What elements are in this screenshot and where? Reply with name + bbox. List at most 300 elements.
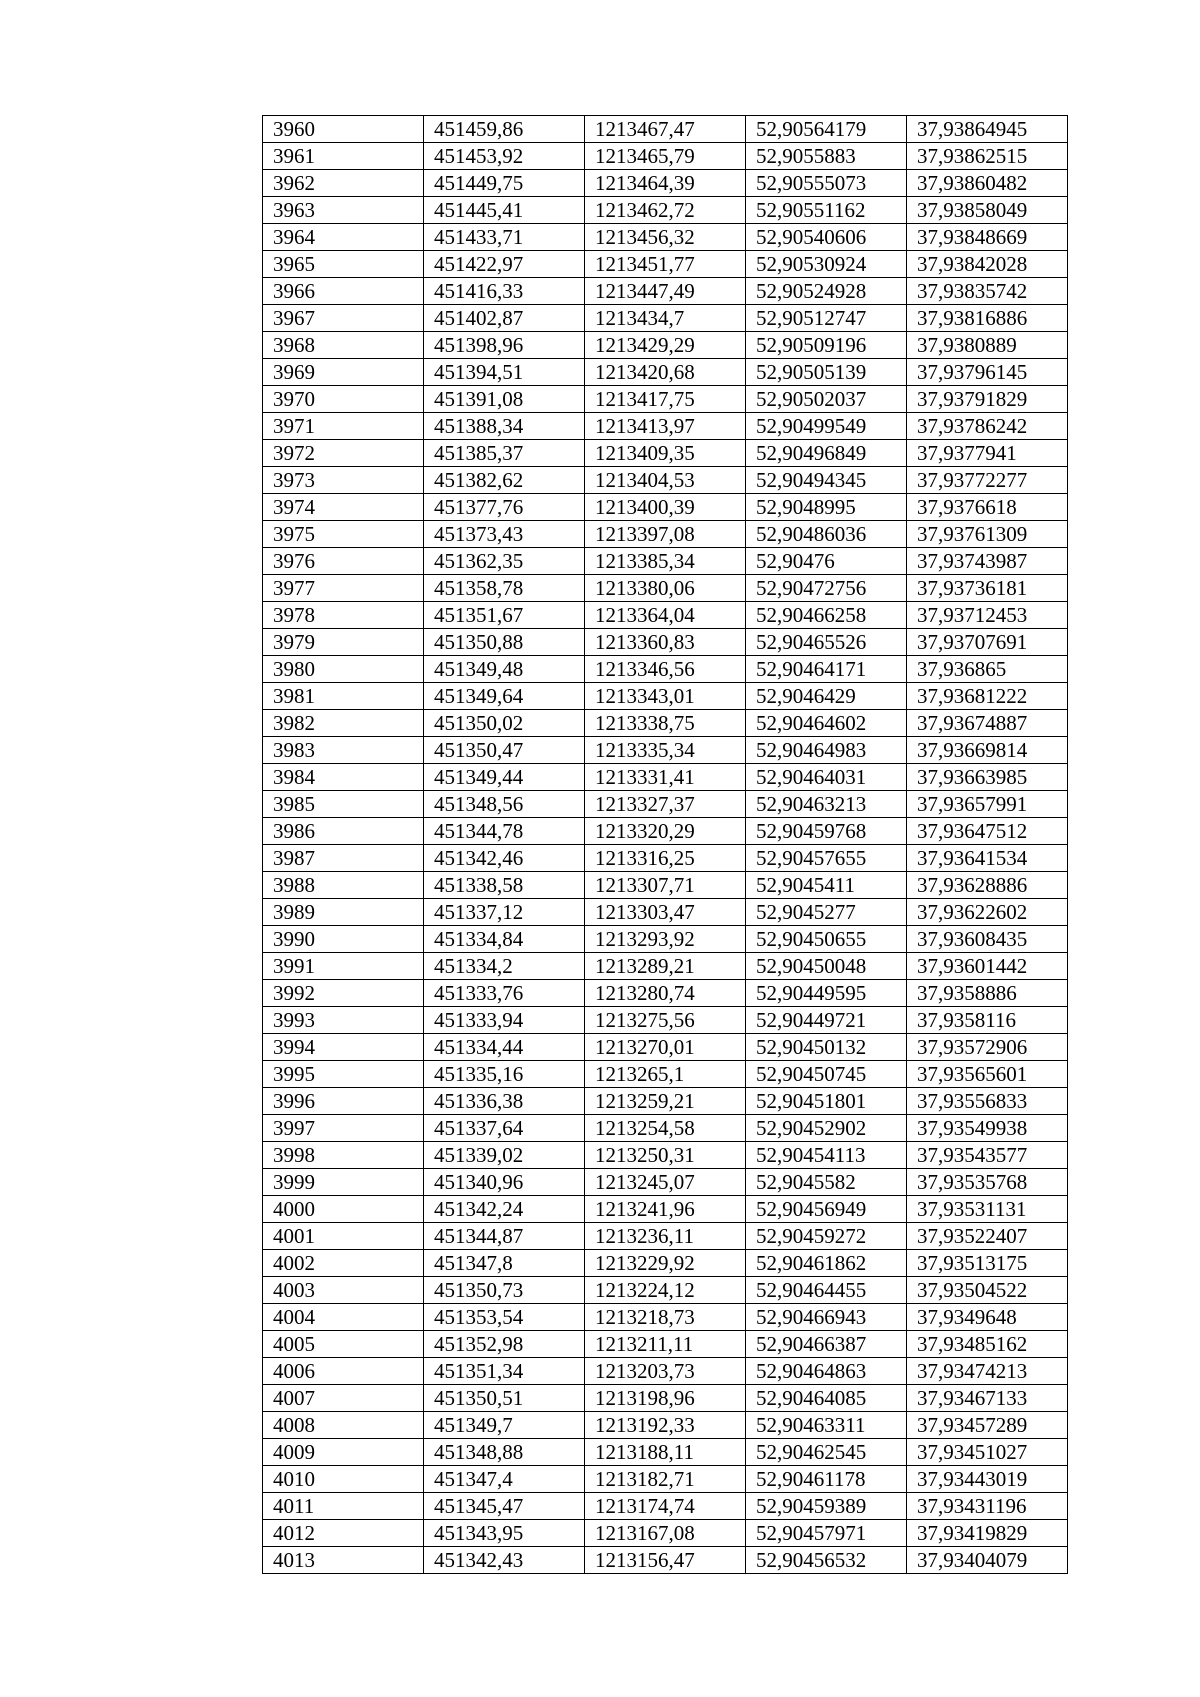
x-coordinate-cell: 451459,86	[424, 116, 585, 143]
x-coordinate-cell: 451340,96	[424, 1169, 585, 1196]
x-coordinate-cell: 451338,58	[424, 872, 585, 899]
longitude-cell: 37,93404079	[907, 1547, 1068, 1574]
longitude-cell: 37,93513175	[907, 1250, 1068, 1277]
longitude-cell: 37,9377941	[907, 440, 1068, 467]
point-number-cell: 3972	[263, 440, 424, 467]
longitude-cell: 37,93707691	[907, 629, 1068, 656]
longitude-cell: 37,93485162	[907, 1331, 1068, 1358]
longitude-cell: 37,93842028	[907, 251, 1068, 278]
y-coordinate-cell: 1213250,31	[585, 1142, 746, 1169]
x-coordinate-cell: 451337,64	[424, 1115, 585, 1142]
table-row	[263, 494, 1068, 521]
x-coordinate-cell: 451334,44	[424, 1034, 585, 1061]
y-coordinate-cell: 1213265,1	[585, 1061, 746, 1088]
table-row	[263, 116, 1068, 143]
table-row	[263, 224, 1068, 251]
latitude-cell: 52,9055883	[746, 143, 907, 170]
point-number-cell: 3996	[263, 1088, 424, 1115]
y-coordinate-cell: 1213464,39	[585, 170, 746, 197]
y-coordinate-cell: 1213331,41	[585, 764, 746, 791]
longitude-cell: 37,93743987	[907, 548, 1068, 575]
x-coordinate-cell: 451345,47	[424, 1493, 585, 1520]
y-coordinate-cell: 1213447,49	[585, 278, 746, 305]
y-coordinate-cell: 1213167,08	[585, 1520, 746, 1547]
y-coordinate-cell: 1213289,21	[585, 953, 746, 980]
x-coordinate-cell: 451385,37	[424, 440, 585, 467]
point-number-cell: 3978	[263, 602, 424, 629]
table-row	[263, 656, 1068, 683]
table-row	[263, 1466, 1068, 1493]
point-number-cell: 4002	[263, 1250, 424, 1277]
latitude-cell: 52,90464602	[746, 710, 907, 737]
coordinates-table-body	[263, 116, 1068, 1574]
x-coordinate-cell: 451352,98	[424, 1331, 585, 1358]
point-number-cell: 3990	[263, 926, 424, 953]
latitude-cell: 52,90454113	[746, 1142, 907, 1169]
table-row	[263, 1007, 1068, 1034]
point-number-cell: 4000	[263, 1196, 424, 1223]
x-coordinate-cell: 451391,08	[424, 386, 585, 413]
table-row	[263, 953, 1068, 980]
x-coordinate-cell: 451362,35	[424, 548, 585, 575]
point-number-cell: 4005	[263, 1331, 424, 1358]
latitude-cell: 52,90465526	[746, 629, 907, 656]
table-row	[263, 413, 1068, 440]
x-coordinate-cell: 451388,34	[424, 413, 585, 440]
latitude-cell: 52,90551162	[746, 197, 907, 224]
table-row	[263, 818, 1068, 845]
latitude-cell: 52,90457655	[746, 845, 907, 872]
table-row	[263, 1196, 1068, 1223]
latitude-cell: 52,90505139	[746, 359, 907, 386]
y-coordinate-cell: 1213224,12	[585, 1277, 746, 1304]
longitude-cell: 37,93674887	[907, 710, 1068, 737]
point-number-cell: 3995	[263, 1061, 424, 1088]
longitude-cell: 37,93641534	[907, 845, 1068, 872]
y-coordinate-cell: 1213254,58	[585, 1115, 746, 1142]
point-number-cell: 3979	[263, 629, 424, 656]
table-row	[263, 359, 1068, 386]
point-number-cell: 3974	[263, 494, 424, 521]
x-coordinate-cell: 451373,43	[424, 521, 585, 548]
point-number-cell: 4011	[263, 1493, 424, 1520]
point-number-cell: 3999	[263, 1169, 424, 1196]
table-row	[263, 305, 1068, 332]
table-row	[263, 467, 1068, 494]
y-coordinate-cell: 1213417,75	[585, 386, 746, 413]
point-number-cell: 3970	[263, 386, 424, 413]
y-coordinate-cell: 1213420,68	[585, 359, 746, 386]
x-coordinate-cell: 451416,33	[424, 278, 585, 305]
x-coordinate-cell: 451449,75	[424, 170, 585, 197]
y-coordinate-cell: 1213198,96	[585, 1385, 746, 1412]
y-coordinate-cell: 1213229,92	[585, 1250, 746, 1277]
table-row	[263, 440, 1068, 467]
latitude-cell: 52,90450048	[746, 953, 907, 980]
latitude-cell: 52,90456949	[746, 1196, 907, 1223]
y-coordinate-cell: 1213218,73	[585, 1304, 746, 1331]
table-row	[263, 683, 1068, 710]
table-row	[263, 1493, 1068, 1520]
latitude-cell: 52,90524928	[746, 278, 907, 305]
table-row	[263, 575, 1068, 602]
x-coordinate-cell: 451351,67	[424, 602, 585, 629]
longitude-cell: 37,93504522	[907, 1277, 1068, 1304]
longitude-cell: 37,9376618	[907, 494, 1068, 521]
point-number-cell: 4007	[263, 1385, 424, 1412]
y-coordinate-cell: 1213400,39	[585, 494, 746, 521]
latitude-cell: 52,90452902	[746, 1115, 907, 1142]
longitude-cell: 37,93712453	[907, 602, 1068, 629]
longitude-cell: 37,93556833	[907, 1088, 1068, 1115]
y-coordinate-cell: 1213203,73	[585, 1358, 746, 1385]
latitude-cell: 52,90463311	[746, 1412, 907, 1439]
y-coordinate-cell: 1213156,47	[585, 1547, 746, 1574]
y-coordinate-cell: 1213211,11	[585, 1331, 746, 1358]
longitude-cell: 37,93864945	[907, 116, 1068, 143]
point-number-cell: 3998	[263, 1142, 424, 1169]
y-coordinate-cell: 1213429,29	[585, 332, 746, 359]
x-coordinate-cell: 451348,56	[424, 791, 585, 818]
latitude-cell: 52,90512747	[746, 305, 907, 332]
x-coordinate-cell: 451382,62	[424, 467, 585, 494]
point-number-cell: 4009	[263, 1439, 424, 1466]
latitude-cell: 52,9046429	[746, 683, 907, 710]
y-coordinate-cell: 1213380,06	[585, 575, 746, 602]
longitude-cell: 37,93608435	[907, 926, 1068, 953]
longitude-cell: 37,93431196	[907, 1493, 1068, 1520]
latitude-cell: 52,90464983	[746, 737, 907, 764]
x-coordinate-cell: 451343,95	[424, 1520, 585, 1547]
x-coordinate-cell: 451377,76	[424, 494, 585, 521]
x-coordinate-cell: 451336,38	[424, 1088, 585, 1115]
longitude-cell: 37,93647512	[907, 818, 1068, 845]
longitude-cell: 37,93858049	[907, 197, 1068, 224]
longitude-cell: 37,93549938	[907, 1115, 1068, 1142]
table-row	[263, 332, 1068, 359]
y-coordinate-cell: 1213270,01	[585, 1034, 746, 1061]
x-coordinate-cell: 451358,78	[424, 575, 585, 602]
table-row	[263, 1547, 1068, 1574]
longitude-cell: 37,93522407	[907, 1223, 1068, 1250]
table-row	[263, 1034, 1068, 1061]
longitude-cell: 37,9358886	[907, 980, 1068, 1007]
latitude-cell: 52,90463213	[746, 791, 907, 818]
y-coordinate-cell: 1213303,47	[585, 899, 746, 926]
y-coordinate-cell: 1213360,83	[585, 629, 746, 656]
y-coordinate-cell: 1213320,29	[585, 818, 746, 845]
longitude-cell: 37,93862515	[907, 143, 1068, 170]
table-row	[263, 1061, 1068, 1088]
table-row	[263, 1088, 1068, 1115]
latitude-cell: 52,90459389	[746, 1493, 907, 1520]
y-coordinate-cell: 1213316,25	[585, 845, 746, 872]
table-row	[263, 386, 1068, 413]
table-row	[263, 737, 1068, 764]
y-coordinate-cell: 1213275,56	[585, 1007, 746, 1034]
latitude-cell: 52,90464455	[746, 1277, 907, 1304]
longitude-cell: 37,93628886	[907, 872, 1068, 899]
latitude-cell: 52,90464031	[746, 764, 907, 791]
latitude-cell: 52,90459272	[746, 1223, 907, 1250]
x-coordinate-cell: 451402,87	[424, 305, 585, 332]
x-coordinate-cell: 451350,73	[424, 1277, 585, 1304]
x-coordinate-cell: 451348,88	[424, 1439, 585, 1466]
table-row	[263, 1223, 1068, 1250]
x-coordinate-cell: 451351,34	[424, 1358, 585, 1385]
x-coordinate-cell: 451394,51	[424, 359, 585, 386]
longitude-cell: 37,93835742	[907, 278, 1068, 305]
longitude-cell: 37,93474213	[907, 1358, 1068, 1385]
table-row	[263, 1439, 1068, 1466]
x-coordinate-cell: 451334,84	[424, 926, 585, 953]
longitude-cell: 37,93761309	[907, 521, 1068, 548]
table-row	[263, 170, 1068, 197]
y-coordinate-cell: 1213364,04	[585, 602, 746, 629]
table-row	[263, 251, 1068, 278]
y-coordinate-cell: 1213245,07	[585, 1169, 746, 1196]
point-number-cell: 3976	[263, 548, 424, 575]
table-row	[263, 1250, 1068, 1277]
y-coordinate-cell: 1213343,01	[585, 683, 746, 710]
latitude-cell: 52,9045277	[746, 899, 907, 926]
point-number-cell: 3962	[263, 170, 424, 197]
x-coordinate-cell: 451334,2	[424, 953, 585, 980]
y-coordinate-cell: 1213182,71	[585, 1466, 746, 1493]
latitude-cell: 52,90555073	[746, 170, 907, 197]
longitude-cell: 37,93786242	[907, 413, 1068, 440]
x-coordinate-cell: 451349,48	[424, 656, 585, 683]
coordinates-table	[262, 115, 1068, 1574]
x-coordinate-cell: 451337,12	[424, 899, 585, 926]
y-coordinate-cell: 1213192,33	[585, 1412, 746, 1439]
y-coordinate-cell: 1213451,77	[585, 251, 746, 278]
latitude-cell: 52,9048995	[746, 494, 907, 521]
y-coordinate-cell: 1213293,92	[585, 926, 746, 953]
point-number-cell: 3985	[263, 791, 424, 818]
latitude-cell: 52,90449721	[746, 1007, 907, 1034]
point-number-cell: 3977	[263, 575, 424, 602]
latitude-cell: 52,90451801	[746, 1088, 907, 1115]
longitude-cell: 37,93736181	[907, 575, 1068, 602]
table-row	[263, 1142, 1068, 1169]
longitude-cell: 37,93443019	[907, 1466, 1068, 1493]
latitude-cell: 52,90457971	[746, 1520, 907, 1547]
longitude-cell: 37,93657991	[907, 791, 1068, 818]
point-number-cell: 4003	[263, 1277, 424, 1304]
longitude-cell: 37,93772277	[907, 467, 1068, 494]
point-number-cell: 3992	[263, 980, 424, 1007]
x-coordinate-cell: 451349,44	[424, 764, 585, 791]
latitude-cell: 52,90464863	[746, 1358, 907, 1385]
longitude-cell: 37,93457289	[907, 1412, 1068, 1439]
latitude-cell: 52,90456532	[746, 1547, 907, 1574]
point-number-cell: 4004	[263, 1304, 424, 1331]
latitude-cell: 52,90464171	[746, 656, 907, 683]
point-number-cell: 3983	[263, 737, 424, 764]
y-coordinate-cell: 1213259,21	[585, 1088, 746, 1115]
latitude-cell: 52,90564179	[746, 116, 907, 143]
point-number-cell: 3993	[263, 1007, 424, 1034]
longitude-cell: 37,93848669	[907, 224, 1068, 251]
table-row	[263, 710, 1068, 737]
x-coordinate-cell: 451333,76	[424, 980, 585, 1007]
x-coordinate-cell: 451433,71	[424, 224, 585, 251]
x-coordinate-cell: 451342,46	[424, 845, 585, 872]
y-coordinate-cell: 1213404,53	[585, 467, 746, 494]
table-row	[263, 926, 1068, 953]
point-number-cell: 3984	[263, 764, 424, 791]
y-coordinate-cell: 1213413,97	[585, 413, 746, 440]
point-number-cell: 3991	[263, 953, 424, 980]
latitude-cell: 52,90461862	[746, 1250, 907, 1277]
table-row	[263, 629, 1068, 656]
latitude-cell: 52,90462545	[746, 1439, 907, 1466]
table-row	[263, 899, 1068, 926]
table-row	[263, 548, 1068, 575]
point-number-cell: 3971	[263, 413, 424, 440]
point-number-cell: 4010	[263, 1466, 424, 1493]
longitude-cell: 37,93860482	[907, 170, 1068, 197]
longitude-cell: 37,93565601	[907, 1061, 1068, 1088]
table-row	[263, 791, 1068, 818]
table-row	[263, 1412, 1068, 1439]
latitude-cell: 52,90502037	[746, 386, 907, 413]
point-number-cell: 3975	[263, 521, 424, 548]
y-coordinate-cell: 1213434,7	[585, 305, 746, 332]
longitude-cell: 37,93601442	[907, 953, 1068, 980]
point-number-cell: 3967	[263, 305, 424, 332]
table-row	[263, 1520, 1068, 1547]
latitude-cell: 52,90466258	[746, 602, 907, 629]
point-number-cell: 4013	[263, 1547, 424, 1574]
latitude-cell: 52,90530924	[746, 251, 907, 278]
point-number-cell: 3968	[263, 332, 424, 359]
x-coordinate-cell: 451350,51	[424, 1385, 585, 1412]
latitude-cell: 52,90496849	[746, 440, 907, 467]
latitude-cell: 52,90509196	[746, 332, 907, 359]
table-row	[263, 278, 1068, 305]
latitude-cell: 52,90464085	[746, 1385, 907, 1412]
point-number-cell: 3973	[263, 467, 424, 494]
y-coordinate-cell: 1213338,75	[585, 710, 746, 737]
table-row	[263, 1385, 1068, 1412]
point-number-cell: 3963	[263, 197, 424, 224]
y-coordinate-cell: 1213462,72	[585, 197, 746, 224]
latitude-cell: 52,90540606	[746, 224, 907, 251]
point-number-cell: 3988	[263, 872, 424, 899]
latitude-cell: 52,90461178	[746, 1466, 907, 1493]
y-coordinate-cell: 1213280,74	[585, 980, 746, 1007]
longitude-cell: 37,936865	[907, 656, 1068, 683]
x-coordinate-cell: 451344,87	[424, 1223, 585, 1250]
table-row	[263, 980, 1068, 1007]
latitude-cell: 52,90450132	[746, 1034, 907, 1061]
y-coordinate-cell: 1213174,74	[585, 1493, 746, 1520]
y-coordinate-cell: 1213335,34	[585, 737, 746, 764]
x-coordinate-cell: 451344,78	[424, 818, 585, 845]
y-coordinate-cell: 1213241,96	[585, 1196, 746, 1223]
x-coordinate-cell: 451350,88	[424, 629, 585, 656]
x-coordinate-cell: 451350,02	[424, 710, 585, 737]
y-coordinate-cell: 1213397,08	[585, 521, 746, 548]
x-coordinate-cell: 451398,96	[424, 332, 585, 359]
longitude-cell: 37,9358116	[907, 1007, 1068, 1034]
longitude-cell: 37,93467133	[907, 1385, 1068, 1412]
longitude-cell: 37,93796145	[907, 359, 1068, 386]
latitude-cell: 52,90486036	[746, 521, 907, 548]
x-coordinate-cell: 451445,41	[424, 197, 585, 224]
latitude-cell: 52,90449595	[746, 980, 907, 1007]
latitude-cell: 52,90450655	[746, 926, 907, 953]
y-coordinate-cell: 1213409,35	[585, 440, 746, 467]
latitude-cell: 52,9045582	[746, 1169, 907, 1196]
x-coordinate-cell: 451333,94	[424, 1007, 585, 1034]
latitude-cell: 52,90466943	[746, 1304, 907, 1331]
y-coordinate-cell: 1213327,37	[585, 791, 746, 818]
point-number-cell: 4001	[263, 1223, 424, 1250]
table-row	[263, 1304, 1068, 1331]
table-row	[263, 845, 1068, 872]
x-coordinate-cell: 451335,16	[424, 1061, 585, 1088]
point-number-cell: 4006	[263, 1358, 424, 1385]
x-coordinate-cell: 451347,8	[424, 1250, 585, 1277]
x-coordinate-cell: 451342,24	[424, 1196, 585, 1223]
x-coordinate-cell: 451347,4	[424, 1466, 585, 1493]
point-number-cell: 3997	[263, 1115, 424, 1142]
point-number-cell: 4012	[263, 1520, 424, 1547]
point-number-cell: 3960	[263, 116, 424, 143]
x-coordinate-cell: 451342,43	[424, 1547, 585, 1574]
y-coordinate-cell: 1213236,11	[585, 1223, 746, 1250]
longitude-cell: 37,93419829	[907, 1520, 1068, 1547]
point-number-cell: 3964	[263, 224, 424, 251]
y-coordinate-cell: 1213188,11	[585, 1439, 746, 1466]
table-row	[263, 1331, 1068, 1358]
longitude-cell: 37,9349648	[907, 1304, 1068, 1331]
table-row	[263, 602, 1068, 629]
table-row	[263, 872, 1068, 899]
point-number-cell: 3994	[263, 1034, 424, 1061]
point-number-cell: 3986	[263, 818, 424, 845]
point-number-cell: 3966	[263, 278, 424, 305]
table-row	[263, 521, 1068, 548]
longitude-cell: 37,93531131	[907, 1196, 1068, 1223]
point-number-cell: 3969	[263, 359, 424, 386]
y-coordinate-cell: 1213467,47	[585, 116, 746, 143]
x-coordinate-cell: 451422,97	[424, 251, 585, 278]
longitude-cell: 37,93681222	[907, 683, 1068, 710]
table-row	[263, 143, 1068, 170]
longitude-cell: 37,93669814	[907, 737, 1068, 764]
point-number-cell: 3987	[263, 845, 424, 872]
latitude-cell: 52,9045411	[746, 872, 907, 899]
latitude-cell: 52,90476	[746, 548, 907, 575]
longitude-cell: 37,93791829	[907, 386, 1068, 413]
longitude-cell: 37,9380889	[907, 332, 1068, 359]
x-coordinate-cell: 451350,47	[424, 737, 585, 764]
x-coordinate-cell: 451349,64	[424, 683, 585, 710]
point-number-cell: 4008	[263, 1412, 424, 1439]
point-number-cell: 3965	[263, 251, 424, 278]
y-coordinate-cell: 1213465,79	[585, 143, 746, 170]
table-row	[263, 1115, 1068, 1142]
point-number-cell: 3989	[263, 899, 424, 926]
y-coordinate-cell: 1213385,34	[585, 548, 746, 575]
point-number-cell: 3980	[263, 656, 424, 683]
latitude-cell: 52,90494345	[746, 467, 907, 494]
longitude-cell: 37,93535768	[907, 1169, 1068, 1196]
